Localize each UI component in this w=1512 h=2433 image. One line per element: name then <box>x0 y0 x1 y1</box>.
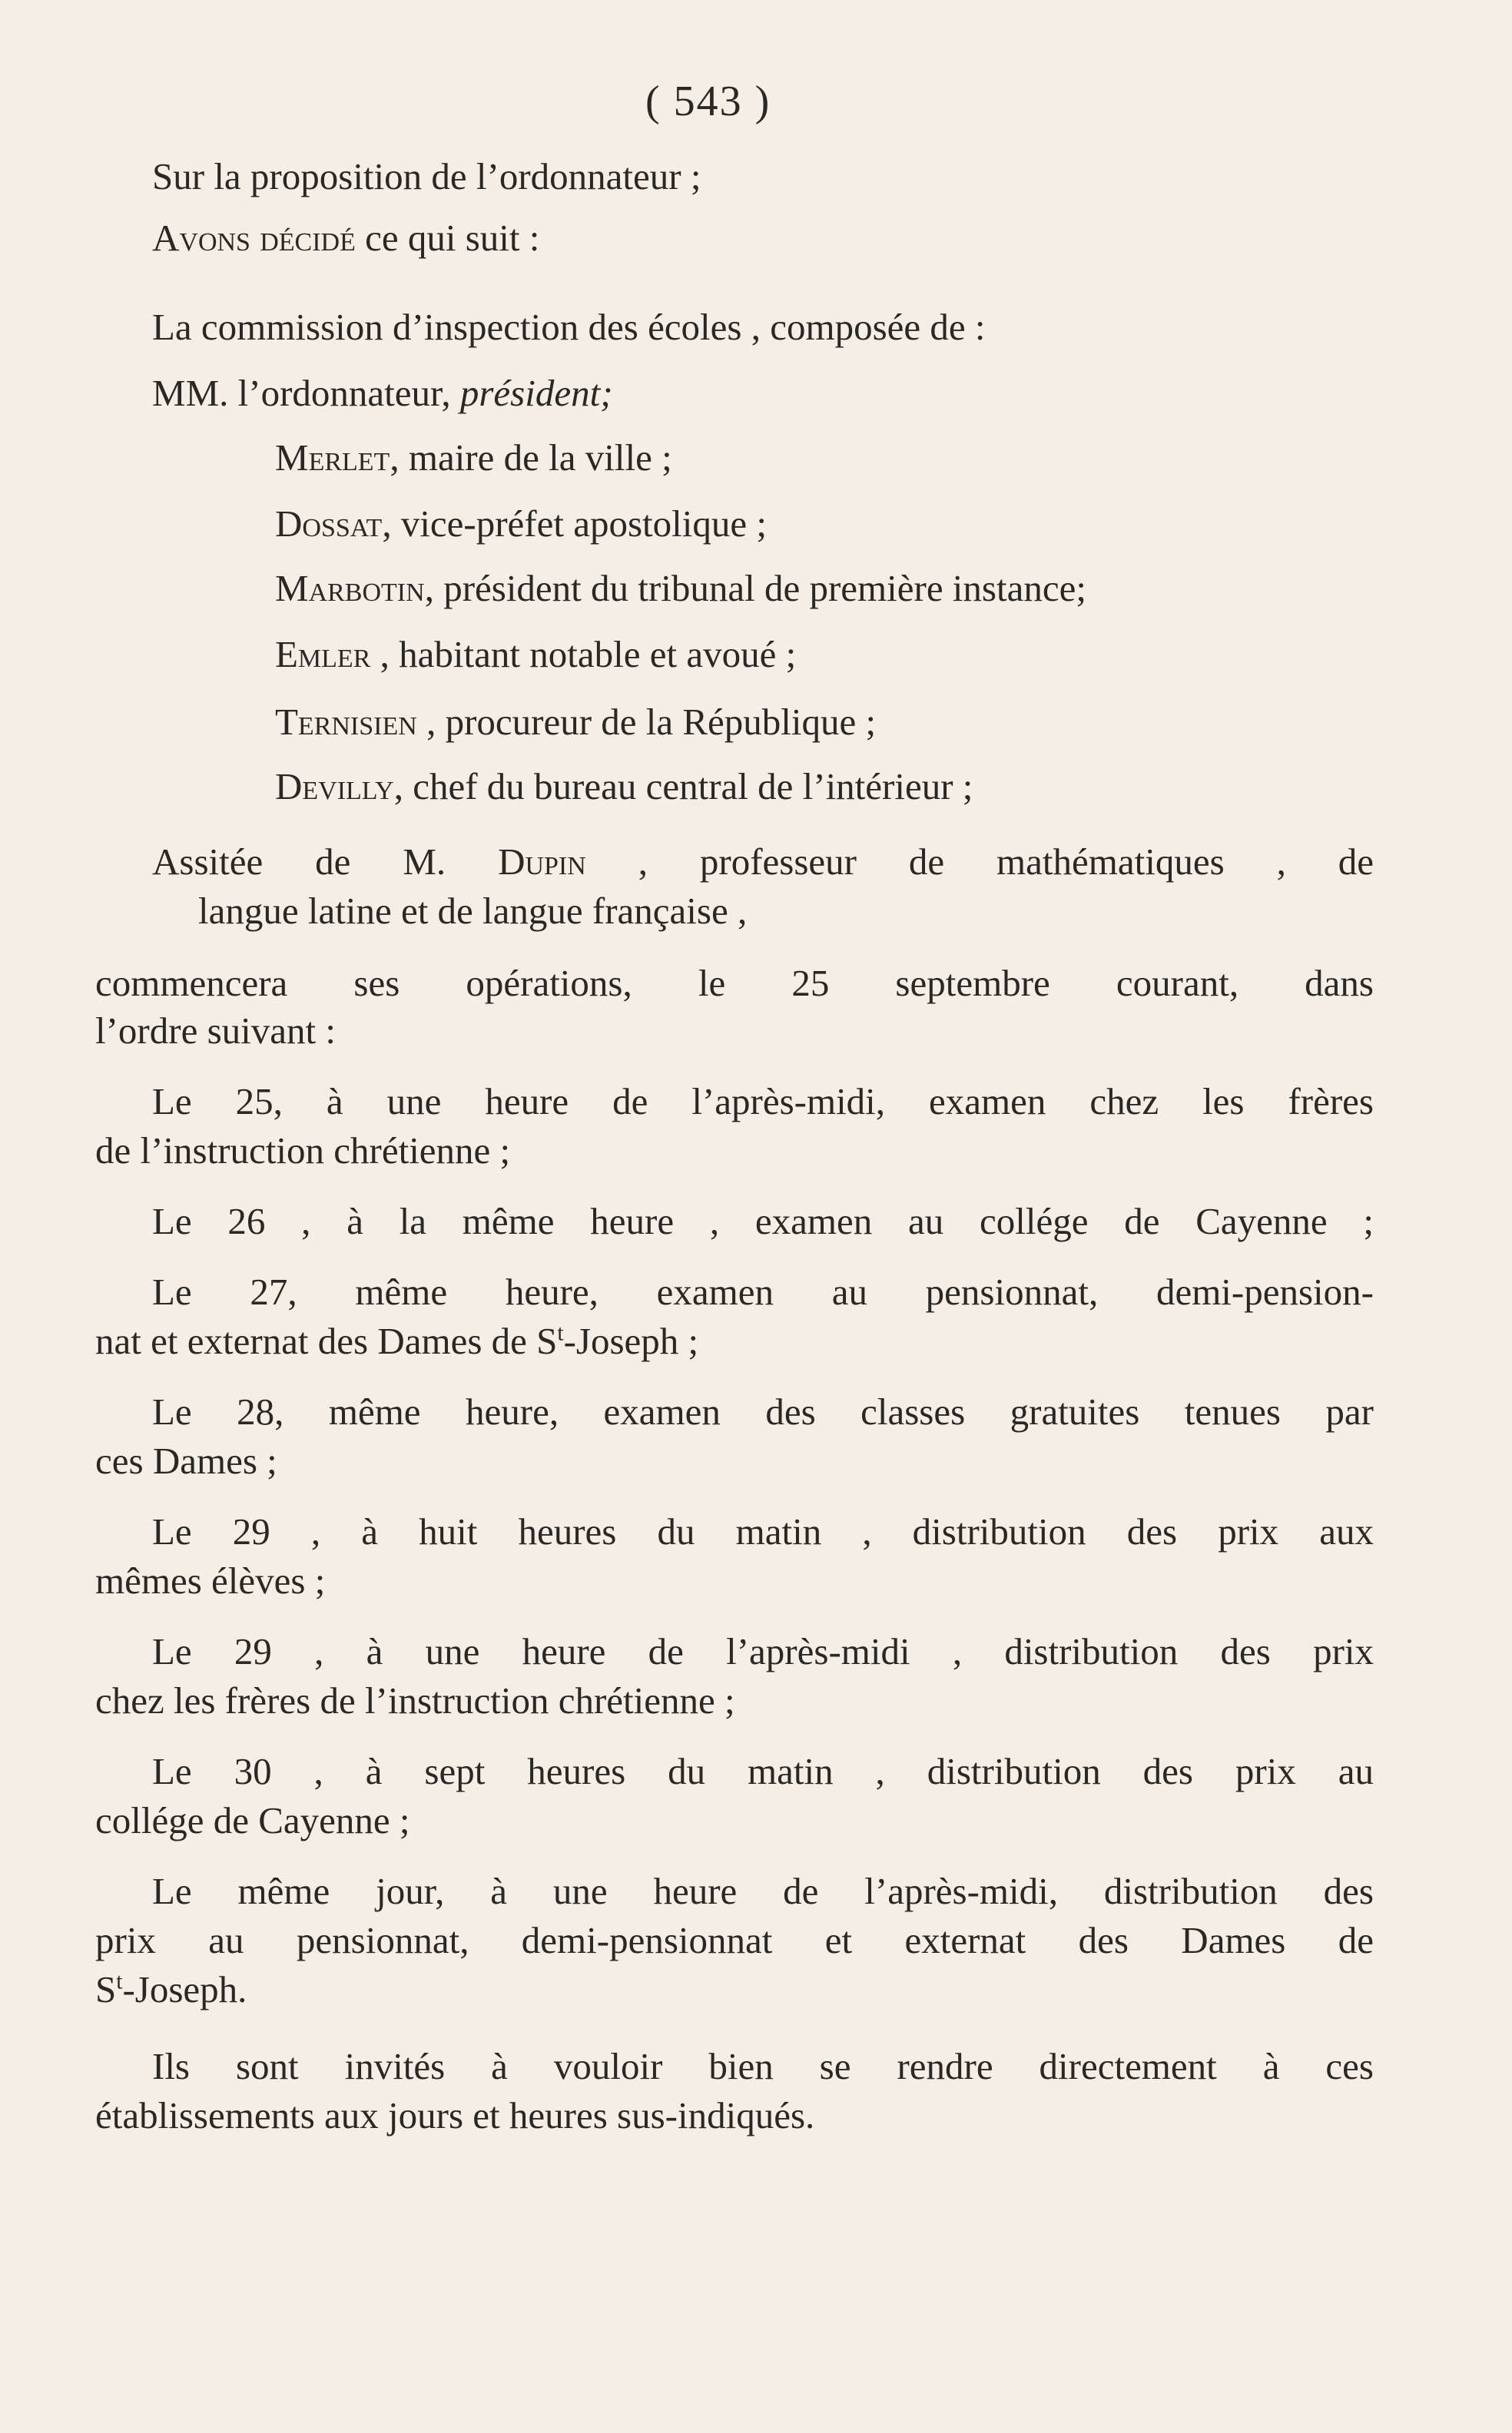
line: Le 29 , à une heure de l’après-midi , distribution des prix <box>152 1630 1374 1672</box>
line: Sur la proposition de l’ordonnateur ; <box>152 155 701 197</box>
line-text: , maire de la ville ; <box>390 436 672 479</box>
line <box>95 1318 1512 1364</box>
line: Le 25, à une heure de l’après-midi, examen chez les frères <box>152 1080 1374 1122</box>
line: Le même jour, à une heure de l’après-midi, distribution des <box>152 1870 1374 1912</box>
line: Le 29 , à huit heures du matin , distribution des prix aux <box>152 1510 1374 1553</box>
line: Le 27, même heure, examen au pensionnat, demi-pension- <box>152 1271 1374 1313</box>
line: collége de Cayenne ; <box>95 1799 410 1841</box>
line <box>95 1967 1512 2013</box>
line-text: , chef du bureau central de l’intérieur ; <box>393 765 973 807</box>
line: prix au pensionnat, demi-pensionnat et externat des Dames de <box>95 1919 1374 1961</box>
line <box>275 764 1512 810</box>
line-text: S <box>95 1968 117 2010</box>
line <box>275 699 1512 745</box>
name: Emler <box>275 633 371 675</box>
line: établissements aux jours et heures sus-indiqués. <box>95 2094 815 2136</box>
page-number: ( 543 ) <box>645 78 771 125</box>
line: Le 28, même heure, examen des classes gratuites tenues par <box>152 1391 1374 1433</box>
line: langue latine et de langue française , <box>198 890 748 932</box>
line: Le 26 , à la même heure , examen au collége de Cayenne ; <box>152 1200 1374 1242</box>
line-text: MM. l’ordonnateur, <box>152 372 460 414</box>
name: Merlet <box>275 436 390 479</box>
line-text: Avons décidé <box>152 217 356 259</box>
line-text: , président du tribunal de première instance; <box>424 567 1086 609</box>
line-text: , vice-préfet apostolique ; <box>382 502 768 545</box>
line: de l’instruction chrétienne ; <box>95 1129 511 1172</box>
line: La commission d’inspection des écoles , composée de : <box>152 306 986 348</box>
superscript: t <box>557 1321 564 1346</box>
name: Dossat <box>275 502 383 545</box>
line: ces Dames ; <box>95 1440 277 1482</box>
name: Devilly <box>275 765 394 807</box>
name: Dupin <box>498 840 586 883</box>
name: Ternisien <box>275 701 417 743</box>
line: commencera ses opérations, le 25 septembre courant, dans <box>95 962 1374 1004</box>
line <box>152 215 1512 261</box>
line-text: , habitant notable et avoué ; <box>370 633 797 675</box>
line <box>275 435 1512 481</box>
name: Marbotin <box>275 567 425 609</box>
line <box>275 501 1512 547</box>
line-text: président; <box>459 372 613 414</box>
line-text: Assitée de M. <box>152 840 499 883</box>
line-text: nat et externat des Dames de S <box>95 1320 558 1362</box>
line: mêmes élèves ; <box>95 1560 326 1602</box>
line-text: , procureur de la République ; <box>416 701 877 743</box>
line-text: -Joseph ; <box>563 1320 699 1362</box>
line-text: , professeur de mathématiques , de <box>585 840 1374 883</box>
line-text: ce qui suit : <box>355 217 540 259</box>
line <box>275 631 1512 678</box>
superscript: t <box>116 1969 123 1994</box>
line: chez les frères de l’instruction chrétienne ; <box>95 1679 735 1722</box>
line <box>152 370 1512 416</box>
line: Le 30 , à sept heures du matin , distribution des prix au <box>152 1750 1374 1792</box>
line-text: -Joseph. <box>122 1968 247 2010</box>
line: Ils sont invités à vouloir bien se rendre directement à ces <box>152 2045 1374 2087</box>
line: l’ordre suivant : <box>95 1009 336 1052</box>
line <box>152 839 1374 885</box>
line <box>275 565 1512 612</box>
